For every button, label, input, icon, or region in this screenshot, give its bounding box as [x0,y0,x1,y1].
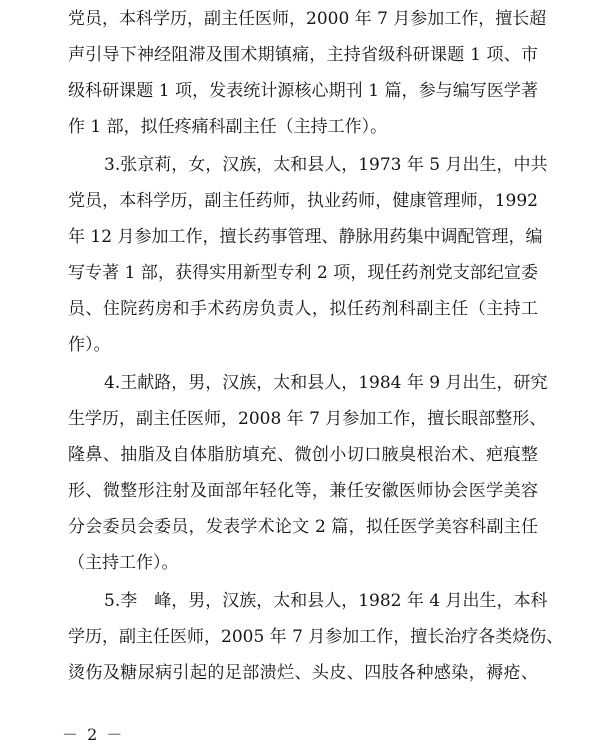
text-line: 作）。 [68,335,111,355]
text-line: 声引导下神经阻滞及围术期镇痛，主持省级科研课题 1 项、市 [68,45,538,65]
paragraph-first-line: 5.李 峰，男，汉族，太和县人，1982 年 4 月出生，本科 [104,591,548,611]
text-line: 生学历，副主任医师，2008 年 7 月参加工作，擅长眼部整形、 [68,409,547,429]
text-line: 年 12 月参加工作，擅长药事管理、静脉用药集中调配管理，编 [68,227,543,247]
text-line: 学历，副主任医师，2005 年 7 月参加工作，擅长治疗各类烧伤、 [68,627,564,647]
text-line: 党员，本科学历，副主任药师，执业药师，健康管理师，1992 [68,191,538,211]
text-line: 作 1 部，拟任疼痛科副主任（主持工作）。 [68,117,388,137]
paragraph-first-line: 4.王献路，男，汉族，太和县人，1984 年 9 月出生，研究 [104,373,548,393]
text-line: 分会委员会委员，发表学术论文 2 篇，拟任医学美容科副主任 [68,517,538,537]
text-line: 员、住院药房和手术药房负责人，拟任药剂科副主任（主持工 [68,299,538,319]
text-line: 烫伤及糖尿病引起的足部溃烂、头皮、四肢各种感染，褥疮、 [68,663,538,683]
text-line: 形、微整形注射及面部年轻化等，兼任安徽医师协会医学美容 [68,481,538,501]
text-line: （主持工作）。 [68,553,179,573]
paragraph-first-line: 3.张京莉，女，汉族，太和县人，1973 年 5 月出生，中共 [104,155,548,175]
text-line: 写专著 1 部，获得实用新型专利 2 项，现任药剂党支部纪宣委 [68,263,538,283]
text-line: 级科研课题 1 项，发表统计源核心期刊 1 篇，参与编写医学著 [68,81,538,101]
page-number: － 2 － [62,725,125,744]
text-line: 隆鼻、抽脂及自体脂肪填充、微创小切口腋臭根治术、疤痕整 [68,445,538,465]
text-line: 党员，本科学历，副主任医师，2000 年 7 月参加工作，擅长超 [68,9,547,29]
